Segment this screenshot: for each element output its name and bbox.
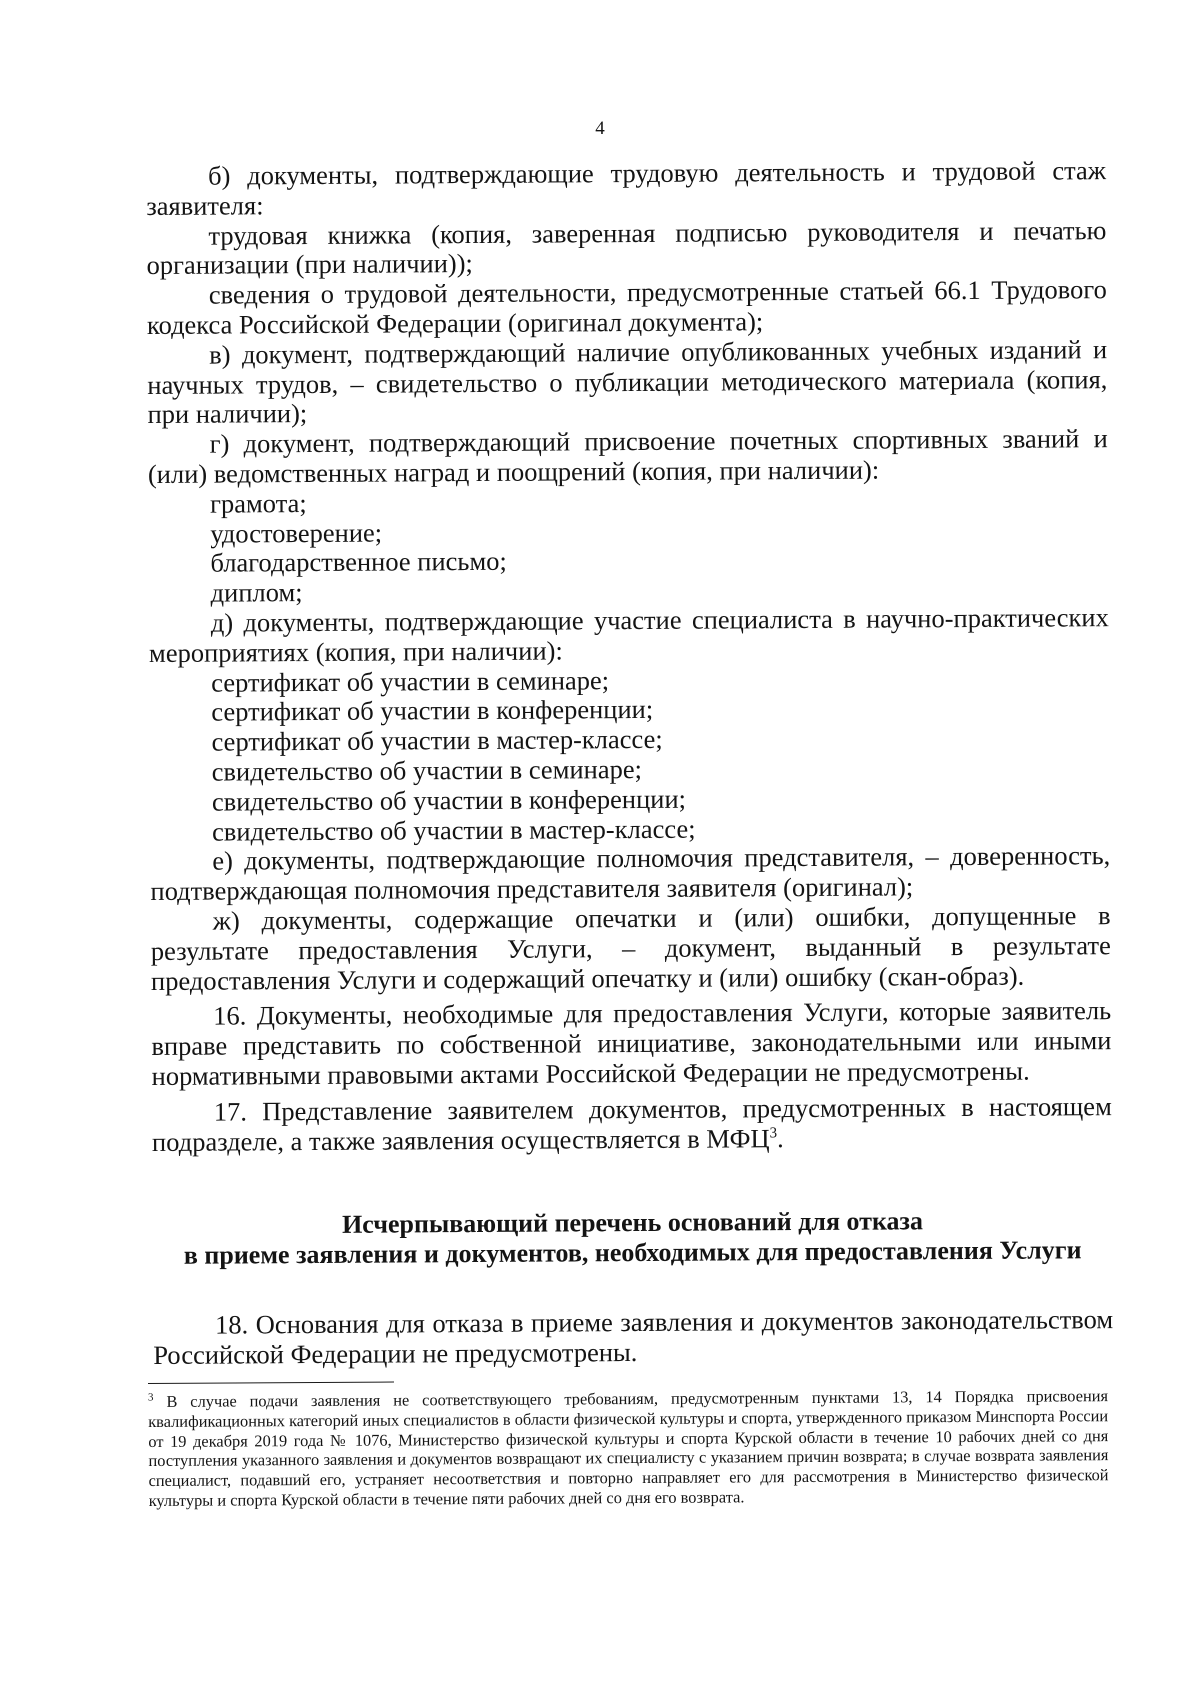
section-heading [152,1205,1112,1271]
section-heading-line1: Исчерпывающий перечень оснований для отказа [341,1206,924,1240]
paragraph-16: 16. Документы, необходимые для предоставления Услуги, которые заявитель вправе представить по собственной инициативе, законодательными или иными нормативными правовыми актами Российской Федерации не предусмотрены. [151,995,1112,1091]
footnote-marker: 3 [147,1391,154,1404]
list-item-conference-cert: сертификат об участии в конференции; [211,694,654,727]
paragraph-e-representative: е) документы, подтверждающие полномочия представителя, – доверенность, подтверждающая полномочия представителя заявителя (оригинал); [150,840,1111,907]
paragraph-v-publications: в) документ, подтверждающий наличие опубликованных учебных изданий и научных трудов, – свидетельство о публикации методического материала (копия, при наличии); [147,333,1108,430]
page-number: 4 [595,118,605,139]
paragraph-work-book: трудовая книжка (копия, заверенная подписью руководителя и печатью организации (при наличии)); [146,214,1107,281]
section-heading-line2: в приеме заявления и документов, необходимых для предоставления Услуги [183,1235,1082,1271]
paragraph-17-end: . [777,1122,784,1153]
list-item-seminar-svid: свидетельство об участии в семинаре; [211,753,642,787]
paragraph-d-events: д) документы, подтверждающие участие специалиста в научно-практических мероприятиях (копия, при наличии): [148,602,1109,668]
paragraph-17 [152,1092,1112,1157]
paragraph-b-employment-docs: б) документы, подтверждающие трудовую деятельность и трудовой стаж заявителя: [146,155,1107,221]
list-item-gramota: грамота; [209,487,307,519]
list-item-certificate: удостоверение; [210,517,383,549]
list-item-diploma: диплом; [210,577,303,608]
footnote [148,1386,1109,1511]
paragraph-employment-info: сведения о трудовой деятельности, предусмотренные статьей 66.1 Трудового кодекса Российской Федерации (оригинал документа); [146,274,1107,340]
list-item-masterclass-cert: сертификат об участии в мастер-классе; [211,723,663,757]
list-item-thank-you-letter: благодарственное письмо; [210,546,507,578]
list-item-conference-svid: свидетельство об участии в конференции; [211,783,687,817]
footnote-divider [148,1381,394,1384]
paragraph-zh-errors: ж) документы, содержащие опечатки и (или) ошибки, допущенные в результате предоставления Услуги, – документ, выданный в результате предоставления Услуги и содержащий опечатку и (или) ошибку (скан-образ). [150,900,1111,996]
list-item-seminar-cert: сертификат об участии в семинаре; [211,664,610,698]
footnote-reference[interactable]: 3 [769,1124,778,1141]
paragraph-17-text: 17. Представление заявителем документов, предусмотренных в настоящем подразделе, а также заявления осуществляется в МФЦ [151,1090,1112,1157]
list-item-masterclass-svid: свидетельство об участии в мастер-классе; [211,813,696,847]
paragraph-18: 18. Основания для отказа в приеме заявления и документов законодательством Российской Федерации не предусмотрены. [153,1304,1114,1371]
footnote-text: В случае подачи заявления не соответствующего требованиям, предусмотренным пунктами 13, 14 Порядка присвоения квалификационных категорий иных специалистов в области физической культуры и спорта, утвержденного приказом Минспорта России от 19 декабря 2019 года № 1076, Министерство физической культуры и спорта Курской области в течение 10 рабочих дней со дня поступления указанного заявления и документов возвращают их специалисту с указанием причин возврата; в случае возврата заявления специалист, подавший его, устраняет несоответствия и повторно направляет его для рассмотрения в Министерство физической культуры и спорта Курской области в течение пяти рабочих дней со дня его возврата. [148,1386,1109,1510]
paragraph-g-awards: г) документ, подтверждающий присвоение почетных спортивных званий и (или) ведомственных наград и поощрений (копия, при наличии): [147,423,1108,489]
document-body [146,156,1113,1371]
